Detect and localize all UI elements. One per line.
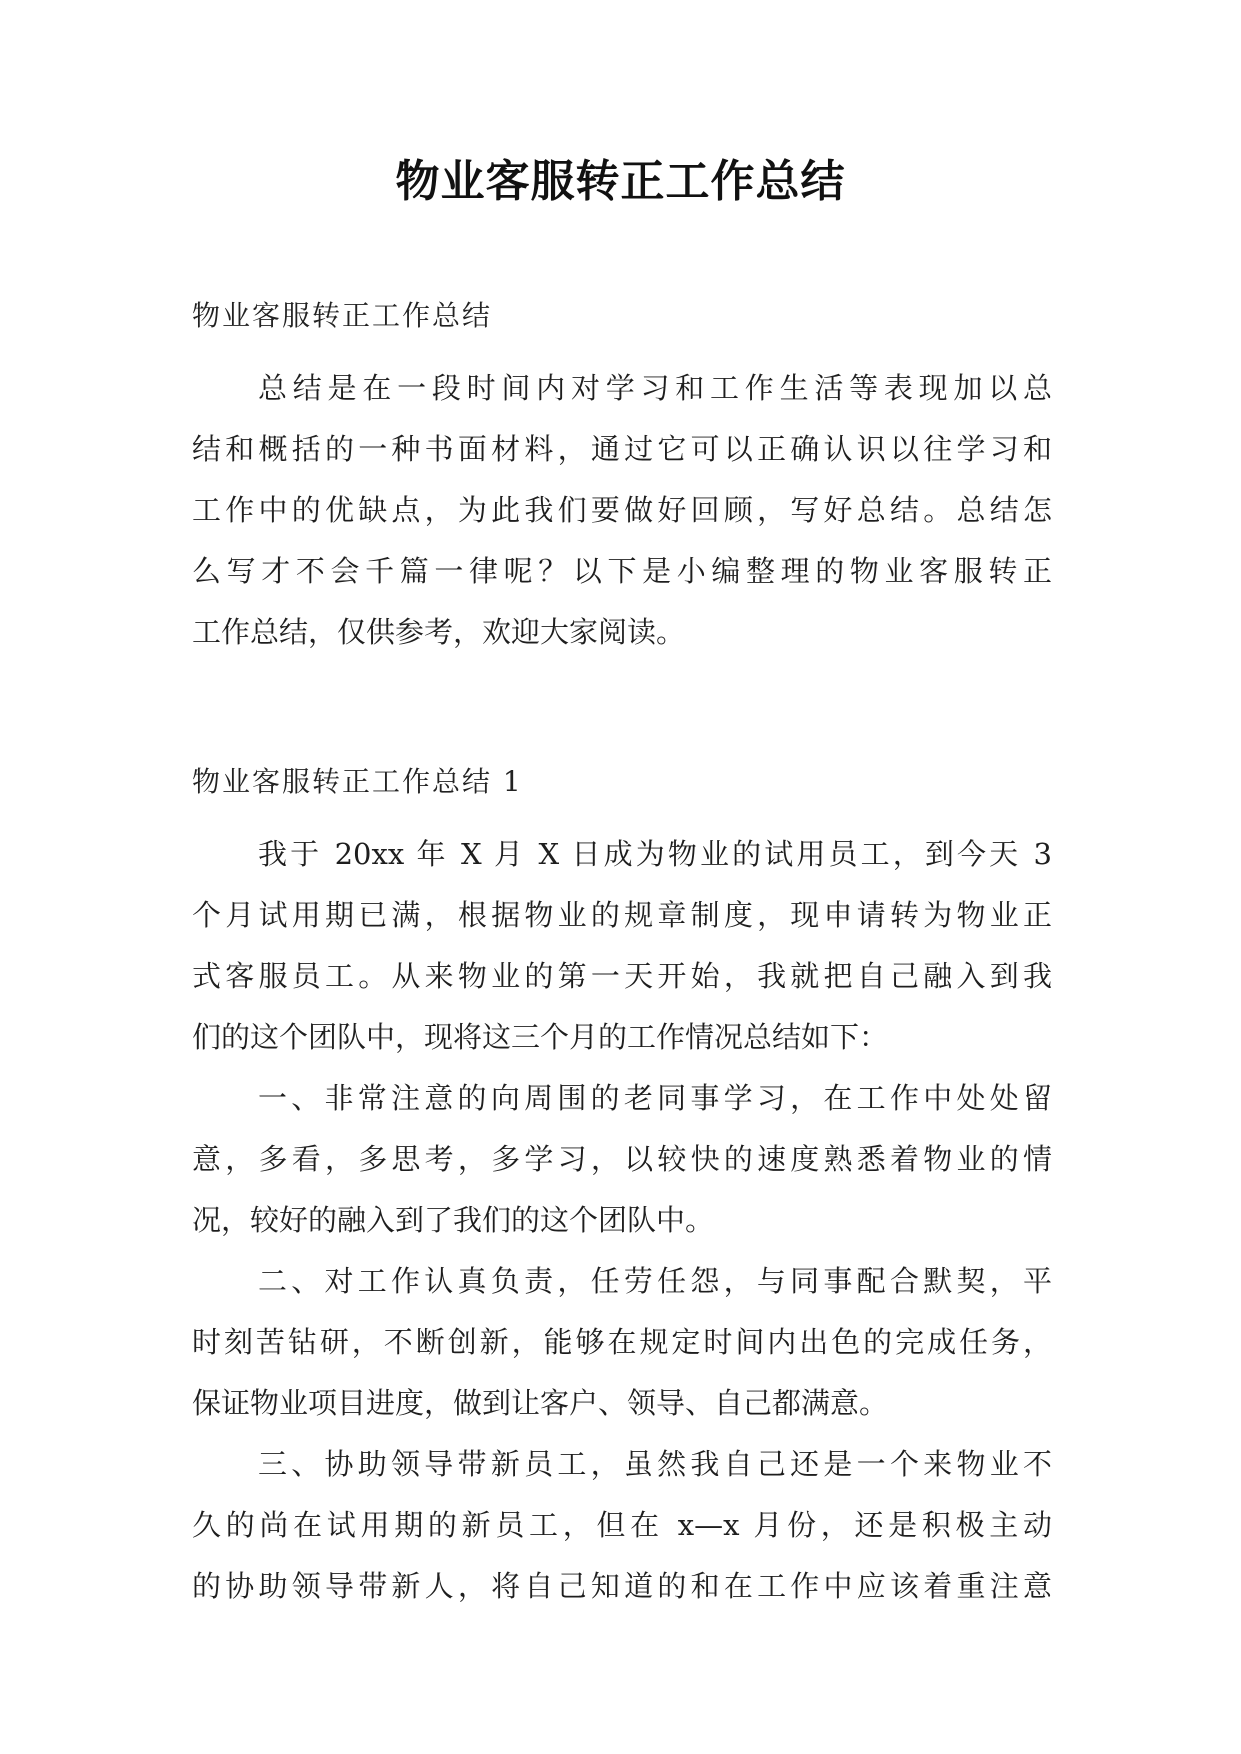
- text-line: 保证物业项目进度，做到让客户、领导、自己都满意。: [192, 1386, 889, 1420]
- text-line: 个月试用期已满，根据物业的规章制度，现申请转为物业正: [192, 898, 1052, 932]
- text-line: 结和概括的一种书面材料，通过它可以正确认识以往学习和: [192, 432, 1052, 466]
- text-line: 式客服员工。从来物业的第一天开始，我就把自己融入到我: [192, 959, 1052, 993]
- paragraph-4: [192, 1434, 1052, 1617]
- text-line: 时刻苦钻研，不断创新，能够在规定时间内出色的完成任务，: [192, 1325, 1052, 1359]
- text-line: 三、协助领导带新员工，虽然我自己还是一个来物业不: [258, 1447, 1052, 1481]
- paragraph-3: [192, 1251, 1052, 1434]
- text-line: 工作中的优缺点，为此我们要做好回顾，写好总结。总结怎: [192, 493, 1052, 527]
- text-line: 久的尚在试用期的新员工，但在 x—x 月份，还是积极主动: [192, 1508, 1052, 1542]
- document-title: 物业客服转正工作总结: [395, 156, 846, 207]
- text-line: 我于 20xx 年 X 月 X 日成为物业的试用员工，到今天 3: [258, 837, 1052, 871]
- document-subtitle: 物业客服转正工作总结: [192, 299, 493, 332]
- text-line: 工作总结，仅供参考，欢迎大家阅读。: [192, 615, 686, 649]
- text-line: 二、对工作认真负责，任劳任怨，与同事配合默契，平: [258, 1264, 1052, 1298]
- text-line: 况，较好的融入到了我们的这个团队中。: [192, 1203, 715, 1237]
- paragraph-1: [192, 824, 1052, 1068]
- text-line: 一、非常注意的向周围的老同事学习，在工作中处处留: [258, 1081, 1052, 1115]
- paragraph-2: [192, 1068, 1052, 1251]
- text-line: 么写才不会千篇一律呢？以下是小编整理的物业客服转正: [192, 554, 1052, 588]
- text-line: 总结是在一段时间内对学习和工作生活等表现加以总: [258, 371, 1052, 405]
- text-line: 的协助领导带新人，将自己知道的和在工作中应该着重注意: [192, 1569, 1052, 1603]
- intro-paragraph: [192, 358, 1052, 663]
- section-title: 物业客服转正工作总结 1: [192, 765, 523, 798]
- text-line: 们的这个团队中，现将这三个月的工作情况总结如下：: [192, 1020, 889, 1054]
- text-line: 意，多看，多思考，多学习，以较快的速度熟悉着物业的情: [192, 1142, 1052, 1176]
